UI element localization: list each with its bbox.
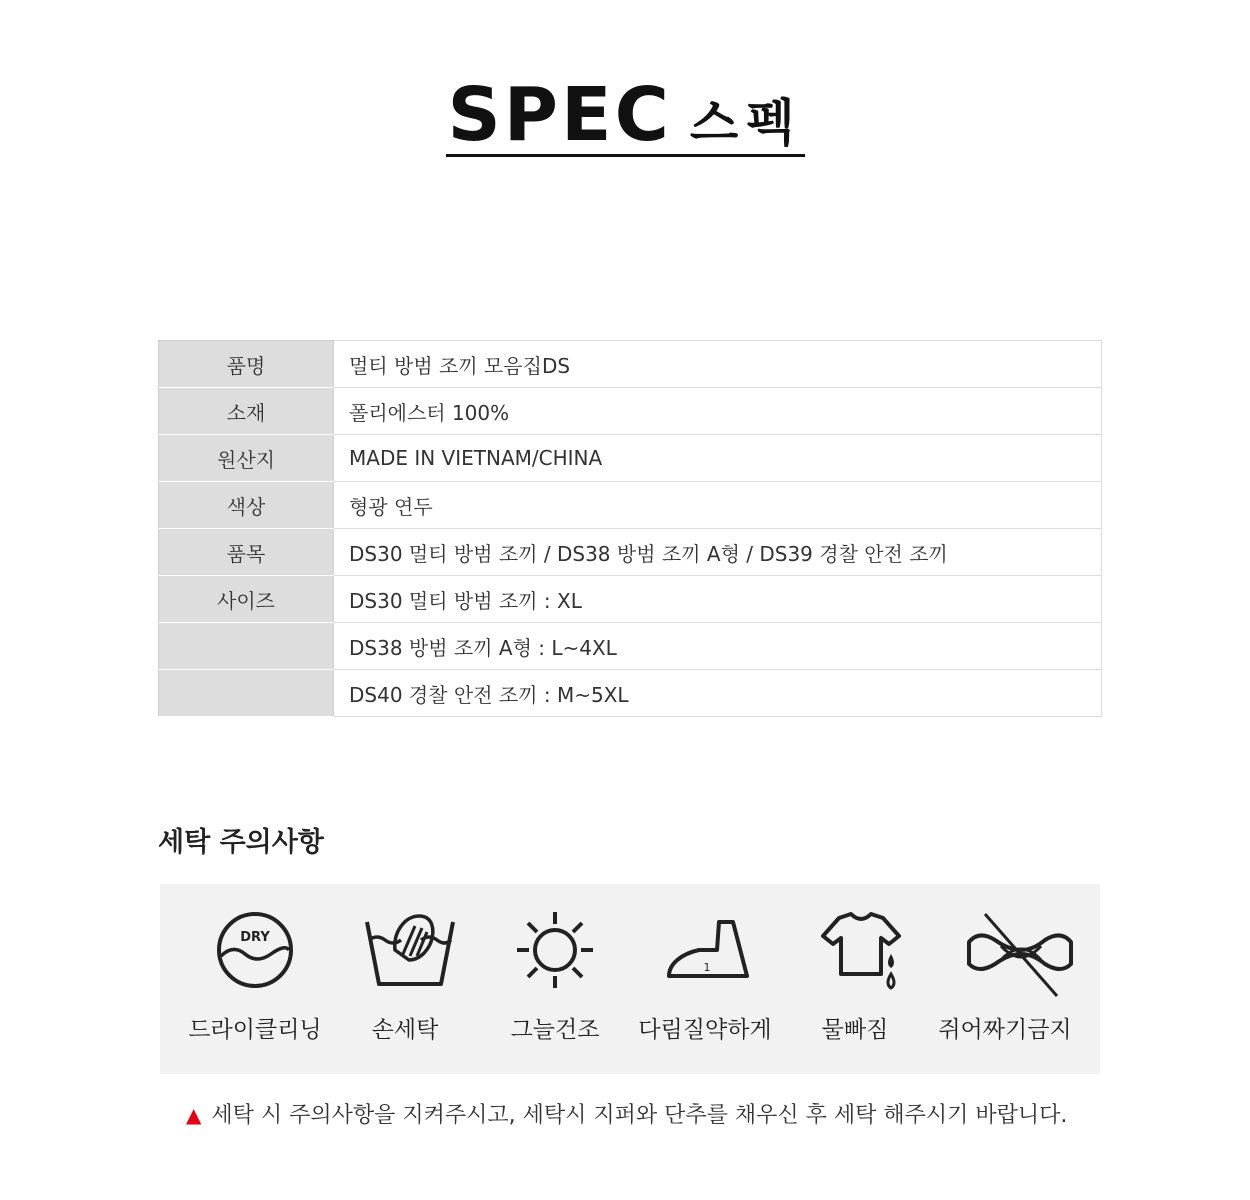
care-notice-text: 세탁 시 주의사항을 지켜주시고, 세탁시 지퍼와 단추를 채우신 후 세탁 해주시기 바랍니다. <box>211 1103 1068 1128</box>
care-icons-panel <box>160 884 1100 1074</box>
color-bleed-icon <box>815 910 905 994</box>
care-item-shade-dry <box>480 884 630 1074</box>
spec-row <box>159 670 1102 717</box>
spec-label: 품목 <box>159 529 334 576</box>
spec-row <box>159 576 1102 623</box>
spec-row <box>159 341 1102 388</box>
care-heading: 세탁 주의사항 <box>158 827 324 858</box>
spec-row <box>159 623 1102 670</box>
dry-clean-icon <box>215 910 295 990</box>
dry-label: DRY <box>240 930 270 945</box>
spec-value: 멀티 방범 조끼 모음집DS <box>334 341 1102 388</box>
care-label-dry-clean: 드라이클리닝 <box>188 1017 322 1043</box>
care-item-dry-clean <box>180 884 330 1074</box>
care-notice <box>186 1098 1067 1129</box>
spec-row <box>159 482 1102 529</box>
shade-dry-icon <box>515 910 595 990</box>
care-label-iron: 다림질약하게 <box>638 1017 772 1043</box>
care-label-color-bleed: 물빠짐 <box>821 1017 889 1043</box>
care-item-color-bleed <box>780 884 930 1074</box>
care-label-shade-dry: 그늘건조 <box>510 1017 600 1043</box>
spec-label: 품명 <box>159 341 334 388</box>
spec-value: 폴리에스터 100% <box>334 388 1102 435</box>
title-korean: 스펙 <box>689 94 803 152</box>
care-item-iron <box>630 884 780 1074</box>
spec-row <box>159 529 1102 576</box>
title-english: SPEC <box>447 72 672 158</box>
iron-level-label: 1 <box>703 961 711 974</box>
spec-value: DS38 방범 조끼 A형 : L~4XL <box>334 623 1102 670</box>
spec-value: 형광 연두 <box>334 482 1102 529</box>
iron-low-icon <box>665 910 755 990</box>
spec-value: DS30 멀티 방범 조끼 : XL <box>334 576 1102 623</box>
spec-label: 사이즈 <box>159 576 334 623</box>
spec-label <box>159 623 334 670</box>
care-label-hand-wash: 손세탁 <box>371 1017 439 1043</box>
warning-triangle-icon: ▲ <box>186 1103 202 1127</box>
hand-wash-icon <box>365 910 455 990</box>
page-title <box>0 72 1250 158</box>
care-item-no-wring <box>930 884 1080 1074</box>
spec-label: 원산지 <box>159 435 334 482</box>
spec-value: MADE IN VIETNAM/CHINA <box>334 435 1102 482</box>
care-label-no-wring: 쥐어짜기금지 <box>938 1017 1072 1043</box>
spec-label <box>159 670 334 717</box>
spec-row <box>159 388 1102 435</box>
spec-label: 색상 <box>159 482 334 529</box>
care-item-hand-wash <box>330 884 480 1074</box>
title-underline-wrap <box>446 72 805 158</box>
spec-value: DS40 경찰 안전 조끼 : M~5XL <box>334 670 1102 717</box>
no-wring-icon <box>965 910 1075 1000</box>
spec-table <box>158 340 1102 717</box>
spec-label: 소재 <box>159 388 334 435</box>
spec-row <box>159 435 1102 482</box>
spec-value: DS30 멀티 방범 조끼 / DS38 방범 조끼 A형 / DS39 경찰 안전 조끼 <box>334 529 1102 576</box>
